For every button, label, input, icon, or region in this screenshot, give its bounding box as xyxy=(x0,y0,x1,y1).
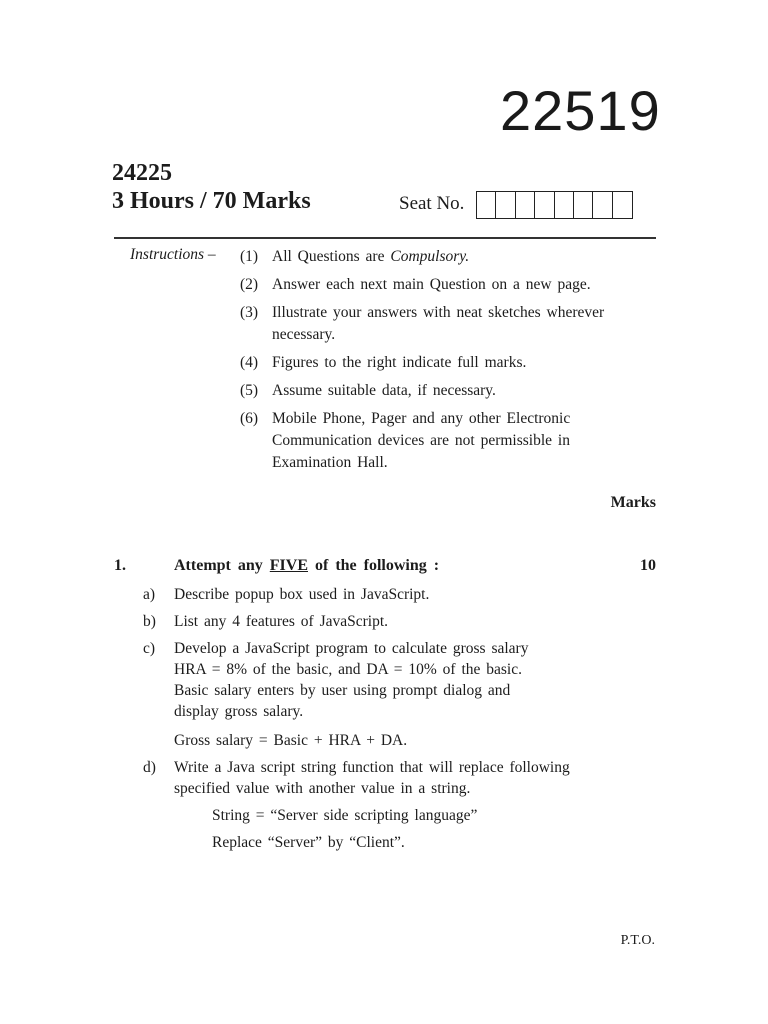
seat-number-box[interactable] xyxy=(477,192,496,218)
instruction-item xyxy=(240,352,650,374)
subquestion-line: Basic salary enters by user using prompt dialog and xyxy=(174,682,511,699)
marks-column-heading: Marks xyxy=(610,494,656,511)
instruction-item xyxy=(240,380,650,402)
instruction-text: Figures to the right indicate full marks. xyxy=(272,354,527,371)
subquestion-a xyxy=(143,584,623,605)
question-heading-underlined: FIVE xyxy=(269,557,308,574)
seat-number-box[interactable] xyxy=(555,192,574,218)
subquestion-text: Describe popup box used in JavaScript. xyxy=(174,586,430,603)
instruction-item xyxy=(240,302,650,346)
seat-number-box[interactable] xyxy=(593,192,612,218)
seat-number-box[interactable] xyxy=(613,192,632,218)
instruction-item xyxy=(240,246,650,268)
question-number: 1. xyxy=(114,557,126,574)
instructions-label: Instructions – xyxy=(130,246,216,263)
please-turn-over: P.T.O. xyxy=(620,933,655,948)
instruction-number: (1) xyxy=(240,248,259,265)
duration-marks: 3 Hours / 70 Marks xyxy=(112,188,311,214)
question-marks: 10 xyxy=(640,557,656,574)
instruction-text: Mobile Phone, Pager and any other Electronic Communication devices are not permissible in Examination Hall. xyxy=(272,410,571,471)
instruction-text-plain: All Questions are xyxy=(272,248,391,265)
replace-example: Replace “Server” by “Client”. xyxy=(212,834,405,851)
instruction-item xyxy=(240,274,650,296)
gross-salary-formula: Gross salary = Basic + HRA + DA. xyxy=(174,732,408,749)
seat-number-boxes[interactable] xyxy=(476,191,633,219)
subject-code: 24225 xyxy=(112,160,172,186)
subquestion-c xyxy=(143,638,623,751)
instruction-number: (5) xyxy=(240,382,259,399)
instruction-number: (2) xyxy=(240,276,259,293)
instructions-list xyxy=(240,246,650,480)
instruction-text-emphasis: Compulsory. xyxy=(390,248,470,265)
paper-code: 22519 xyxy=(500,79,661,142)
subquestion-line: Develop a JavaScript program to calculate gross salary xyxy=(174,640,529,657)
instruction-text: Answer each next main Question on a new page. xyxy=(272,276,591,293)
string-example: String = “Server side scripting language” xyxy=(212,807,478,824)
seat-number-label: Seat No. xyxy=(399,193,465,214)
instruction-text: Illustrate your answers with neat sketches wherever necessary. xyxy=(272,304,605,343)
subquestion-list xyxy=(143,584,623,859)
question-heading xyxy=(174,557,439,575)
seat-number-box[interactable] xyxy=(516,192,535,218)
subquestion-d xyxy=(143,757,623,853)
instruction-text xyxy=(272,246,650,268)
subquestion-letter: a) xyxy=(143,586,156,603)
question-heading-pre: Attempt any xyxy=(174,557,270,574)
subquestion-letter: b) xyxy=(143,613,156,630)
subquestion-line: Write a Java script string function that will replace following xyxy=(174,759,570,776)
subquestion-letter: d) xyxy=(143,759,156,776)
seat-number-box[interactable] xyxy=(535,192,554,218)
subquestion-text xyxy=(174,638,623,751)
instruction-number: (3) xyxy=(240,304,259,321)
subquestion-line: HRA = 8% of the basic, and DA = 10% of the basic. xyxy=(174,661,522,678)
seat-number-box[interactable] xyxy=(496,192,515,218)
header-divider xyxy=(114,237,656,239)
question-heading-post: of the following : xyxy=(308,557,440,574)
subquestion-letter: c) xyxy=(143,640,156,657)
instruction-number: (6) xyxy=(240,410,259,427)
subquestion-b xyxy=(143,611,623,632)
subquestion-line: display gross salary. xyxy=(174,703,304,720)
instruction-text: Assume suitable data, if necessary. xyxy=(272,382,496,399)
instruction-number: (4) xyxy=(240,354,259,371)
subquestion-text xyxy=(174,757,623,853)
subquestion-line: specified value with another value in a string. xyxy=(174,780,471,797)
instruction-item xyxy=(240,408,650,474)
seat-number-box[interactable] xyxy=(574,192,593,218)
subquestion-text: List any 4 features of JavaScript. xyxy=(174,613,389,630)
